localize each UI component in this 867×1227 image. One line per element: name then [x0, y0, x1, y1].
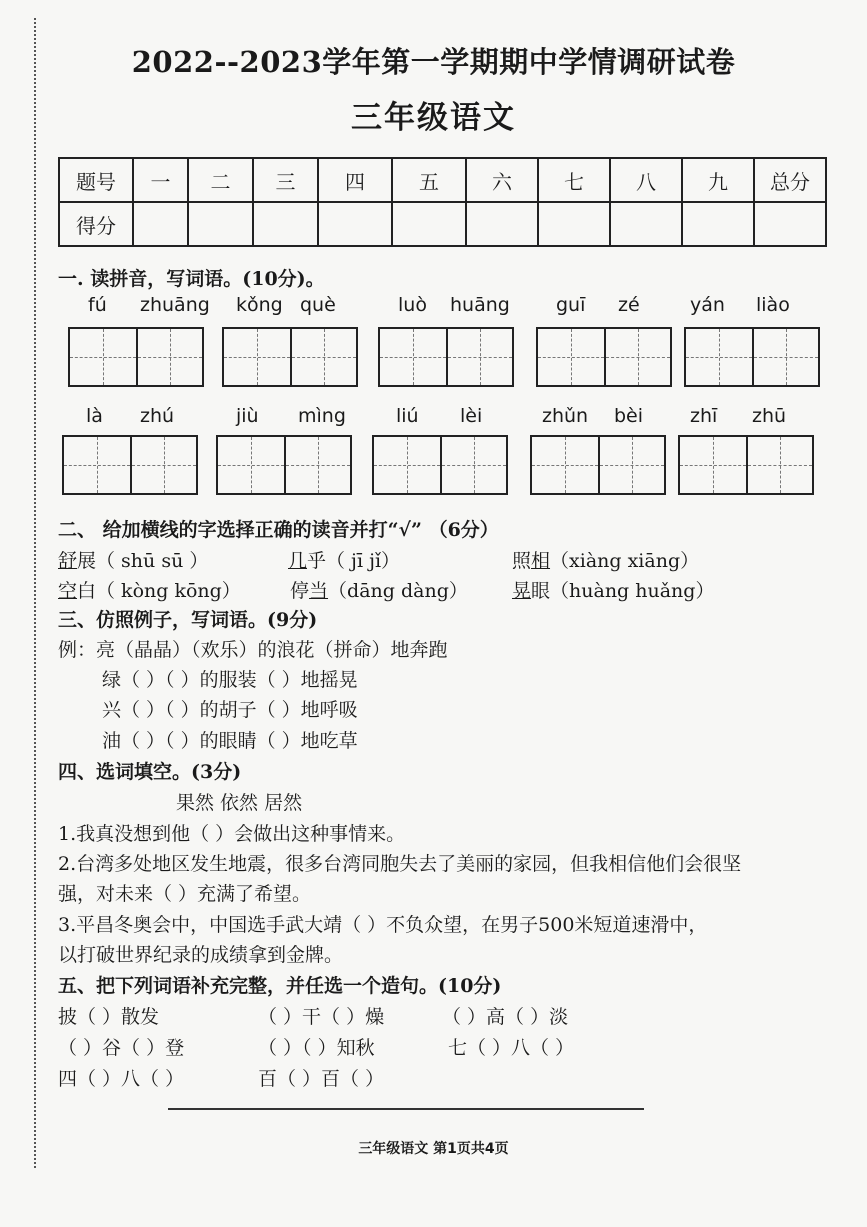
underlined-char: 几	[288, 550, 308, 572]
plain-char: 停	[290, 580, 310, 602]
pinyin: liú	[396, 405, 419, 427]
pinyin: guī	[556, 294, 586, 316]
footer-divider	[168, 1108, 644, 1110]
pinyin: jiù	[236, 405, 259, 427]
pinyin: kǒng	[236, 294, 283, 316]
pinyin: bèi	[614, 405, 644, 427]
pinyin: là	[86, 405, 103, 427]
writing-grid[interactable]	[372, 435, 508, 495]
page-footer: 三年级语文 第1页共4页	[358, 1141, 509, 1157]
underlined-char: 相	[531, 550, 551, 572]
pinyin: fú	[88, 294, 107, 316]
idiom-fill[interactable]: （ ）干（ ）燥	[258, 1006, 385, 1028]
writing-grid[interactable]	[536, 327, 672, 387]
score-cell: 九	[682, 158, 754, 202]
idiom-fill[interactable]: （ ）（ ）知秋	[258, 1037, 375, 1059]
score-input-cell[interactable]	[538, 202, 610, 246]
pinyin: zhuāng	[140, 294, 210, 316]
exam-title: 2022--2023学年第一学期期中学情调研试卷	[131, 45, 736, 79]
writing-grid[interactable]	[678, 435, 814, 495]
underlined-char: 当	[309, 580, 329, 602]
question-line[interactable]: 强，对未来（ ）充满了希望。	[58, 883, 312, 905]
idiom-fill[interactable]: 披（ ）散发	[58, 1006, 160, 1028]
score-input-cell[interactable]	[318, 202, 392, 246]
pinyin: liào	[756, 294, 790, 316]
pinyin: lèi	[460, 405, 483, 427]
binding-margin-line	[34, 18, 36, 1168]
exam-subtitle: 三年级语文	[351, 100, 516, 136]
pinyin: yán	[690, 294, 725, 316]
score-table-header-row	[59, 158, 826, 202]
choice-text: 眼（huàng huǎng）	[531, 580, 715, 602]
reading-choice-item[interactable]	[58, 576, 241, 603]
writing-grid[interactable]	[222, 327, 358, 387]
reading-choice-item[interactable]	[512, 576, 714, 603]
section-1-heading: 一. 读拼音，写词语。(10分)。	[58, 268, 325, 290]
idiom-fill[interactable]: 百（ ）百（ ）	[258, 1068, 385, 1090]
score-table-score-row	[59, 202, 826, 246]
idiom-fill[interactable]: （ ）谷（ ）登	[58, 1037, 185, 1059]
section-4-heading: 四、选词填空。(3分)	[58, 761, 242, 783]
score-row-label: 得分	[59, 202, 133, 246]
score-input-cell[interactable]	[392, 202, 466, 246]
fill-line[interactable]: 油（ ）（ ）的眼睛（ ）地吃草	[102, 730, 358, 752]
score-cell: 四	[318, 158, 392, 202]
idiom-fill[interactable]: 四（ ）八（ ）	[58, 1068, 185, 1090]
score-cell: 题号	[59, 158, 133, 202]
writing-grid[interactable]	[62, 435, 198, 495]
score-cell: 三	[253, 158, 318, 202]
reading-choice-item[interactable]	[288, 546, 400, 573]
question-line[interactable]: 3.平昌冬奥会中，中国选手武大靖（ ）不负众望，在男子500米短道速滑中，	[58, 914, 708, 936]
score-cell: 七	[538, 158, 610, 202]
choice-text: 展（ shū sū ）	[77, 550, 209, 572]
underlined-char: 晃	[512, 580, 532, 602]
section-2-heading: 二、 给加横线的字选择正确的读音并打“√” （6分）	[58, 519, 499, 541]
underlined-char: 空	[58, 580, 78, 602]
idiom-fill[interactable]: （ ）高（ ）淡	[442, 1006, 569, 1028]
fill-line[interactable]: 兴（ ）（ ）的胡子（ ）地呼吸	[102, 699, 358, 721]
score-cell: 八	[610, 158, 682, 202]
reading-choice-item[interactable]	[290, 576, 468, 603]
writing-grid[interactable]	[684, 327, 820, 387]
question-line: 以打破世界纪录的成绩拿到金牌。	[58, 944, 344, 966]
pinyin: zhǔn	[542, 405, 589, 427]
idiom-fill[interactable]: 七（ ）八（ ）	[448, 1037, 575, 1059]
writing-grid[interactable]	[216, 435, 352, 495]
fill-line[interactable]: 绿（ ）（ ）的服装（ ）地摇晃	[102, 669, 358, 691]
reading-choice-item[interactable]	[512, 546, 699, 573]
writing-grid[interactable]	[530, 435, 666, 495]
choice-text: 白（ kòng kōng）	[77, 580, 241, 602]
question-line[interactable]: 2.台湾多处地区发生地震，很多台湾同胞失去了美丽的家园，但我相信他们会很坚	[58, 853, 742, 875]
choice-text: 乎（ jī jǐ）	[307, 550, 401, 572]
score-input-cell[interactable]	[188, 202, 253, 246]
writing-grid[interactable]	[378, 327, 514, 387]
pinyin: huāng	[450, 294, 510, 316]
score-input-cell[interactable]	[754, 202, 826, 246]
plain-char: 照	[512, 550, 532, 572]
underlined-char: 舒	[58, 550, 78, 572]
reading-choice-item[interactable]	[58, 546, 208, 573]
score-input-cell[interactable]	[466, 202, 538, 246]
section-5-heading: 五、把下列词语补充完整，并任选一个造句。(10分)	[58, 975, 502, 997]
section-3-heading: 三、仿照例子，写词语。(9分)	[58, 609, 318, 631]
example-line: 例：亮（晶晶）（欢乐）的浪花（拼命）地奔跑	[58, 639, 448, 661]
score-cell: 五	[392, 158, 466, 202]
pinyin: luò	[398, 294, 427, 316]
score-cell: 二	[188, 158, 253, 202]
score-table	[58, 157, 827, 247]
score-cell: 总分	[754, 158, 826, 202]
pinyin: zé	[618, 294, 640, 316]
pinyin: zhú	[140, 405, 175, 427]
pinyin: què	[300, 294, 336, 316]
pinyin: zhī	[690, 405, 718, 427]
score-input-cell[interactable]	[253, 202, 318, 246]
pinyin: zhū	[752, 405, 787, 427]
writing-grid[interactable]	[68, 327, 204, 387]
score-cell: 一	[133, 158, 188, 202]
score-input-cell[interactable]	[133, 202, 188, 246]
score-cell: 六	[466, 158, 538, 202]
choice-text: （xiàng xiāng）	[550, 550, 700, 572]
question-line[interactable]: 1.我真没想到他（ ）会做出这种事情来。	[58, 823, 406, 845]
score-input-cell[interactable]	[682, 202, 754, 246]
pinyin: mìng	[298, 405, 346, 427]
word-choices: 果然 依然 居然	[176, 792, 303, 814]
choice-text: （dāng dàng）	[328, 580, 468, 602]
score-input-cell[interactable]	[610, 202, 682, 246]
